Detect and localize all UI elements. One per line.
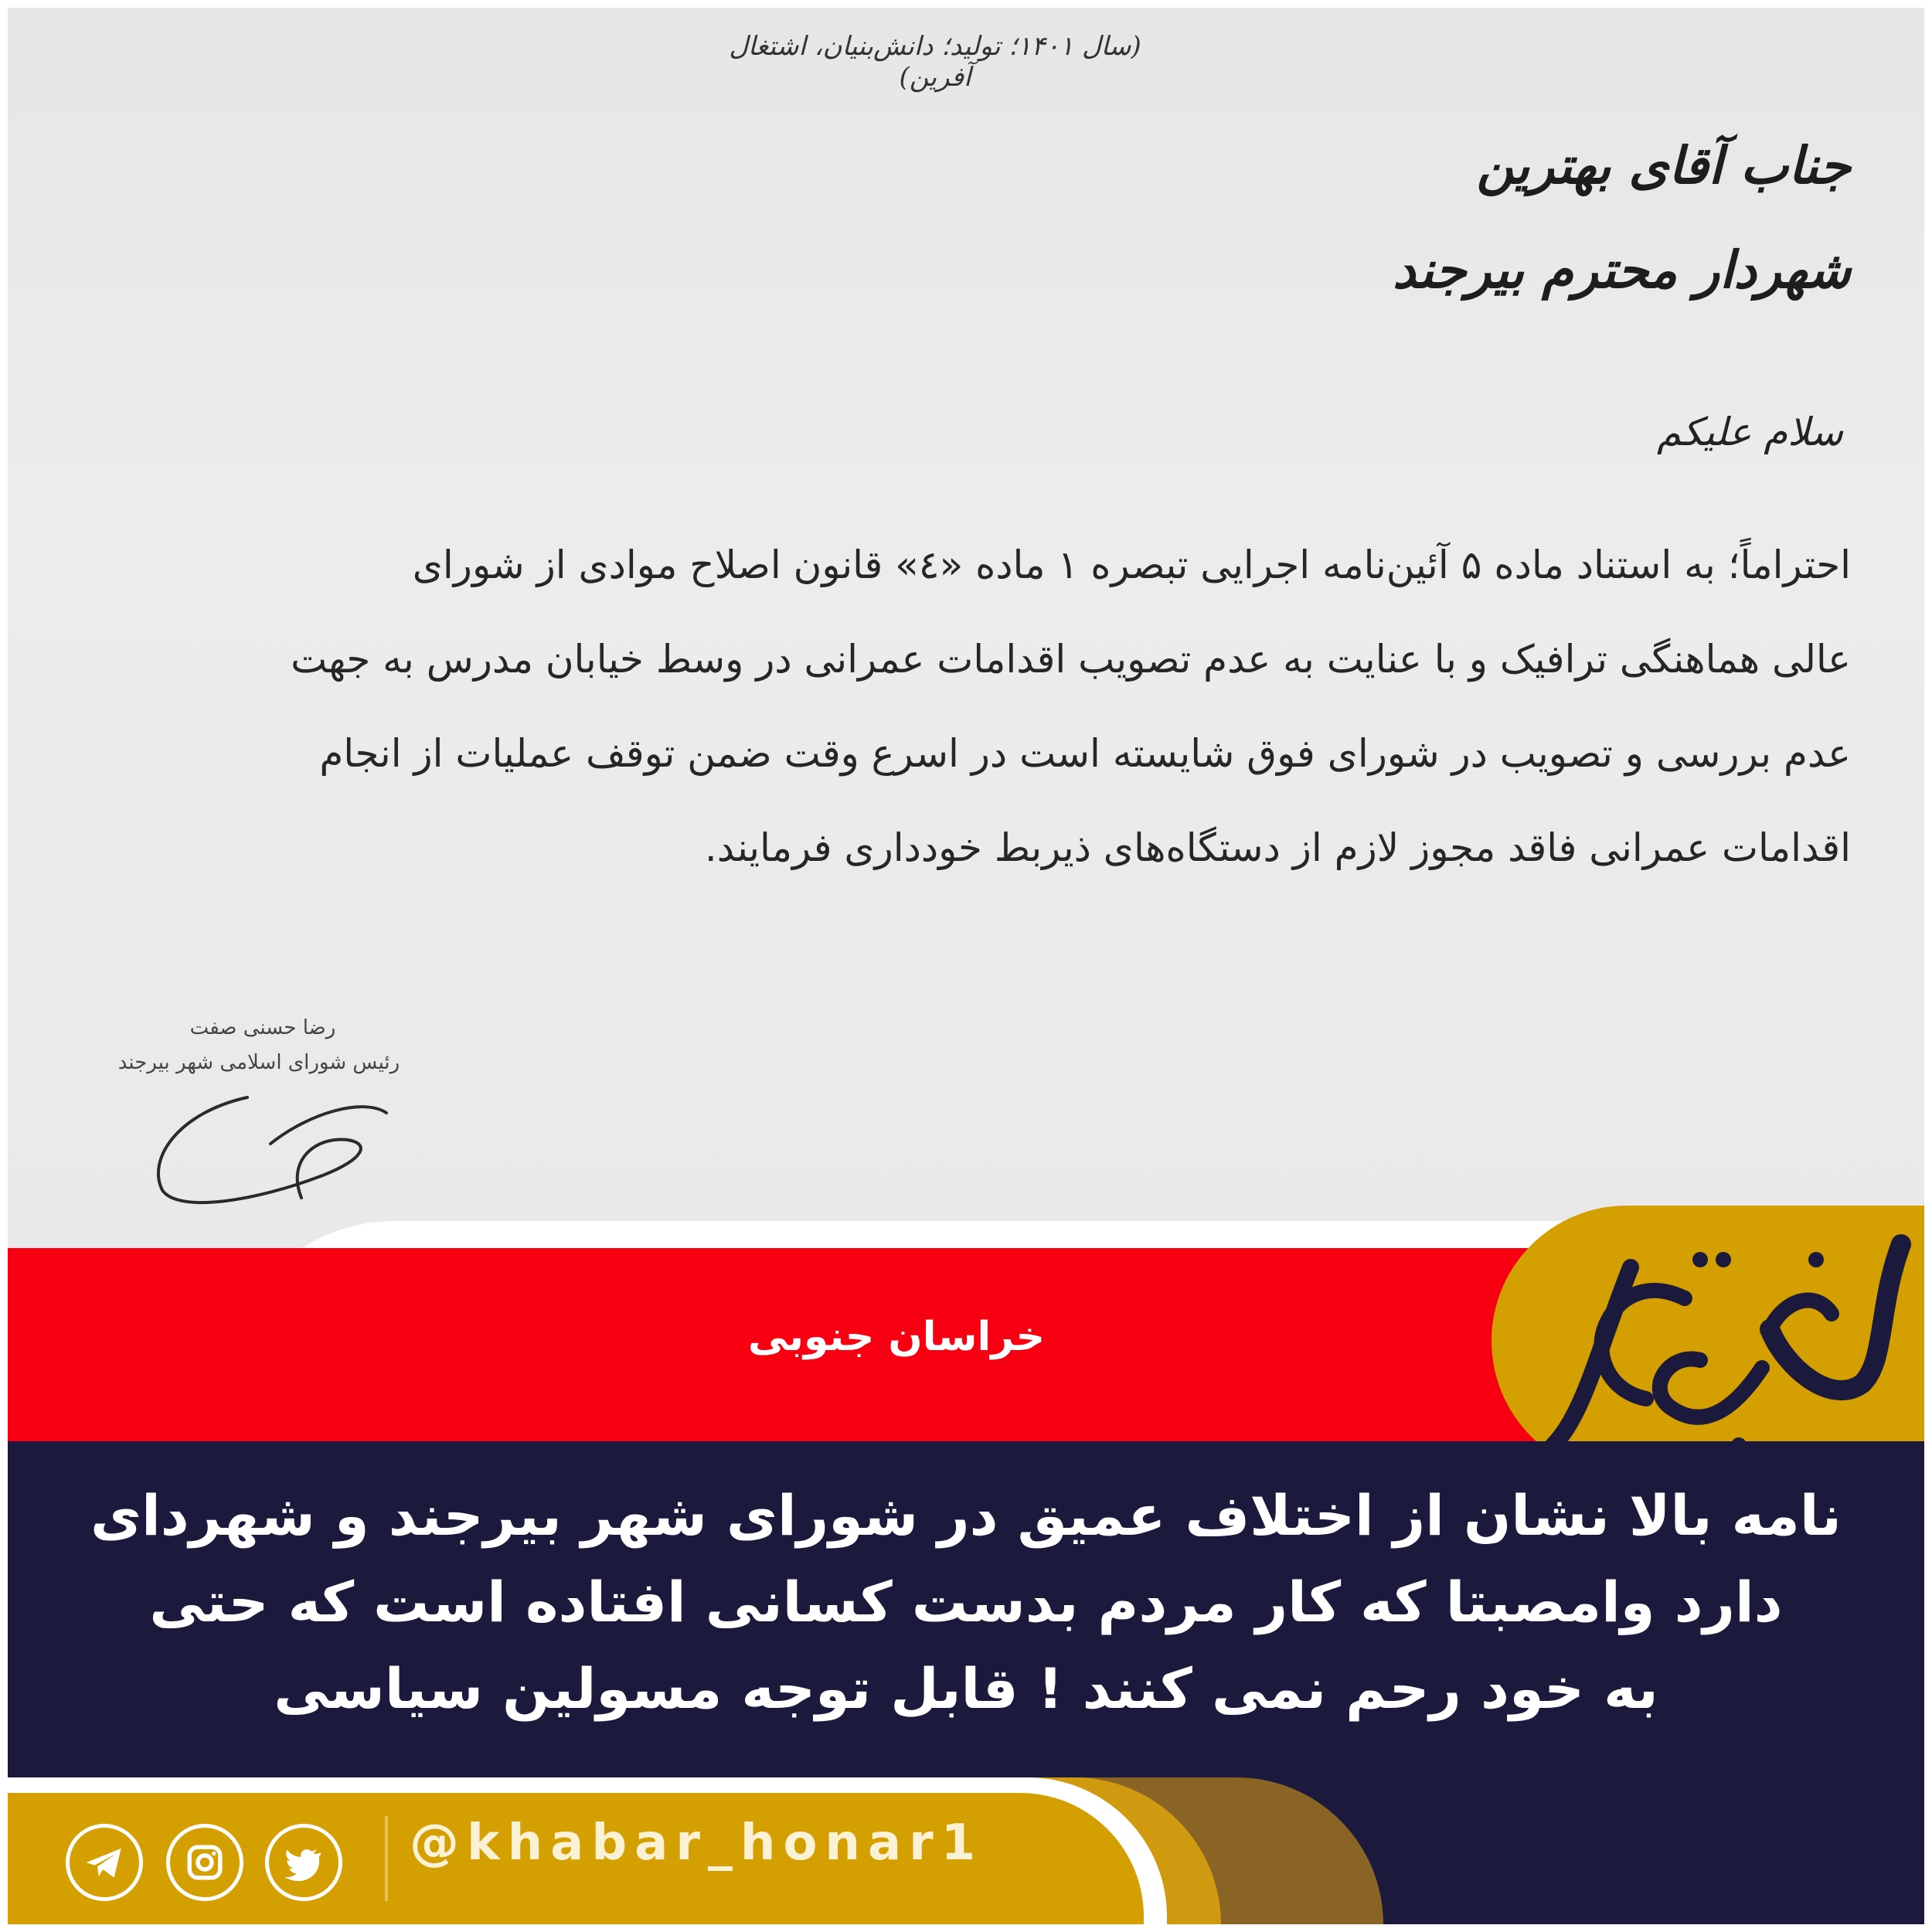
letter-body-line: اقدامات عمرانی فاقد مجوز لازم از دستگاه‌های ذیربط خودداری فرمایند. [704,825,1851,870]
post-frame [8,8,1924,1924]
telegram-icon[interactable] [66,1824,143,1901]
signatory-title: رئیس شورای اسلامی شهر بیرجند [117,1051,400,1074]
footer-divider [385,1816,388,1901]
headline-line: نامه بالا نشان از اختلاف عمیق در شورای شهر بیرجند و شهردای [90,1483,1842,1548]
letter-body-line: عالی هماهنگی ترافیک و با عنایت به عدم تصویب اقدامات عمرانی در وسط خیابان مدرس به جهت [291,637,1851,682]
letter-addressee-title: شهردار محترم بیرجند [1393,240,1851,300]
headline-text [31,1472,1901,1732]
letter-body-line: عدم بررسی و تصویب در شورای فوق شایسته است در اسرع وقت ضمن توقف عملیات از انجام [319,731,1851,776]
twitter-icon[interactable] [265,1824,342,1901]
province-label: خراسان جنوبی [747,1314,1046,1360]
letter-body-line: احتراماً؛ به استناد ماده ۵ آئین‌نامه اجرایی تبصره ۱ ماده «٤» قانون اصلاح موادی از شورای [412,543,1851,587]
khabar-honar-logo [1538,1213,1924,1468]
handwritten-signature [131,1066,394,1221]
letter-year-slogan: (سال ۱۴۰۱؛ تولید؛ دانش‌بنیان، اشتغال آفرین) [729,31,1141,93]
social-handle[interactable]: @khabar_honar1 [410,1815,984,1872]
letter-addressee-name: جناب آقای بهترین [1476,135,1851,196]
letter-document [8,8,1924,1260]
headline-line: دارد وامصبتا که کار مردم بدست کسانی افتاده است که حتی [149,1570,1783,1634]
signatory-name: رضا حسنی صفت [189,1016,336,1039]
instagram-icon[interactable] [166,1824,243,1901]
letter-greeting: سلام علیکم [1657,410,1843,454]
headline-line: به خود رحم نمی کنند ! قابل توجه مسولین سیاسی [274,1656,1658,1721]
letter-body [8,518,1851,895]
